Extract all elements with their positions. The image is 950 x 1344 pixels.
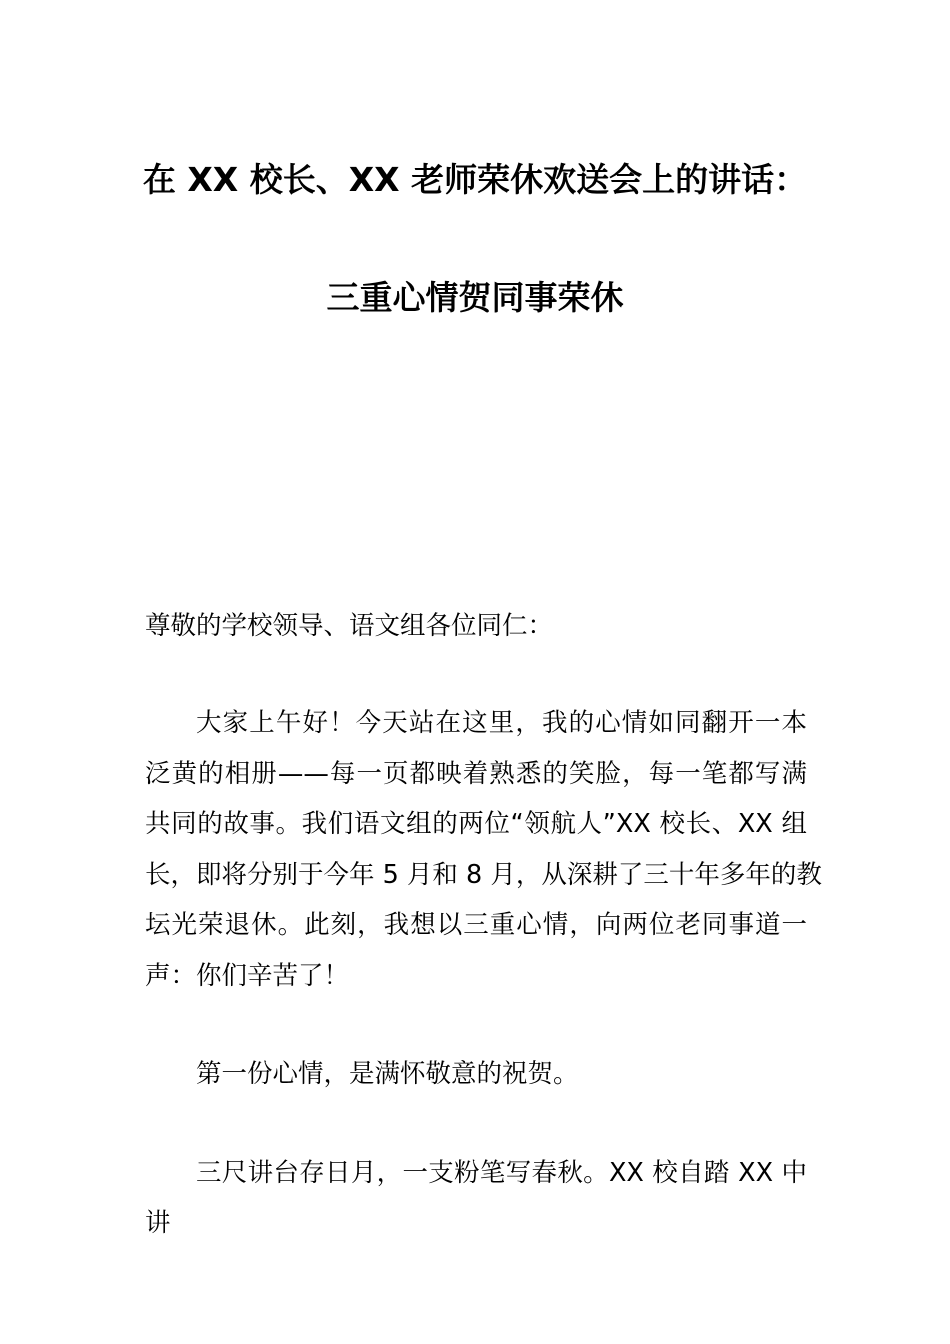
paragraph-1-line: 坛光荣退休。此刻，我想以三重心情，向两位老同事道一 [145, 910, 807, 940]
document-title-line-1: 在 XX 校长、XX 老师荣休欢送会上的讲话： [142, 160, 808, 199]
salutation: 尊敬的学校领导、语文组各位同仁： [145, 611, 554, 641]
document-title-line-2: 三重心情贺同事荣休 [326, 278, 624, 317]
paragraph-2: 第一份心情，是满怀敬意的祝贺。 [196, 1059, 579, 1089]
paragraph-1-line: 声：你们辛苦了！ [145, 960, 350, 991]
paragraph-1-line: 长，即将分别于今年 5 月和 8 月，从深耕了三十年多年的教 [145, 859, 822, 890]
paragraph-1 [145, 698, 822, 1001]
paragraph-1-line: 共同的故事。我们语文组的两位“领航人”XX 校长、XX 组 [145, 809, 807, 839]
paragraph-1-line: 大家上午好！今天站在这里，我的心情如同翻开一本 [196, 708, 807, 738]
paragraph-1-line: 泛黄的相册——每一页都映着熟悉的笑脸，每一笔都写满 [145, 758, 807, 789]
paragraph-3: 三尺讲台存日月，一支粉笔写春秋。XX 校自踏 XX 中讲 [145, 1158, 807, 1238]
